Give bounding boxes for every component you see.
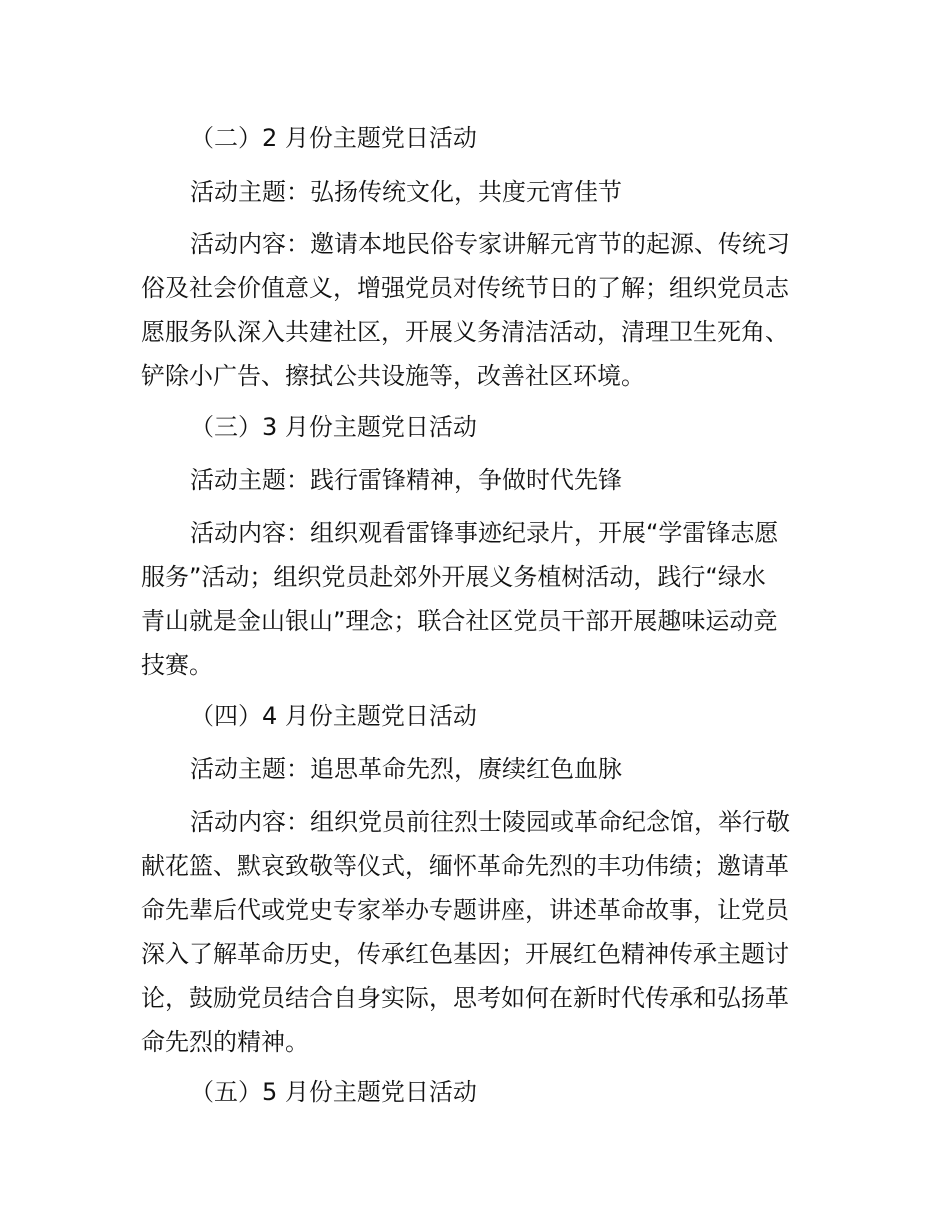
- content-line: 活动内容：邀请本地民俗专家讲解元宵节的起源、传统习: [190, 230, 790, 258]
- section-theme-march: 活动主题：践行雷锋精神，争做时代先锋: [190, 466, 622, 494]
- content-line: 愿服务队深入共建社区，开展义务清洁活动，清理卫生死角、: [141, 318, 789, 346]
- section-heading-april: （四）4 月份主题党日活动: [190, 702, 477, 730]
- content-line: 服务”活动；组织党员赴郊外开展义务植树活动，践行“绿水: [141, 563, 766, 591]
- content-line: 活动内容：组织党员前往烈士陵园或革命纪念馆，举行敬: [190, 808, 790, 836]
- section-heading-may: （五）5 月份主题党日活动: [190, 1078, 477, 1106]
- content-line: 命先辈后代或党史专家举办专题讲座，讲述革命故事，让党员: [141, 896, 789, 924]
- section-heading-march: （三）3 月份主题党日活动: [190, 413, 477, 441]
- section-theme-february: 活动主题：弘扬传统文化，共度元宵佳节: [190, 178, 622, 206]
- content-line: 青山就是金山银山”理念；联合社区党员干部开展趣味运动竞: [141, 607, 778, 635]
- content-line: 技赛。: [141, 651, 213, 679]
- section-heading-february: （二）2 月份主题党日活动: [190, 124, 477, 152]
- content-line: 献花篮、默哀致敬等仪式，缅怀革命先烈的丰功伟绩；邀请革: [141, 852, 789, 880]
- content-line: 活动内容：组织观看雷锋事迹纪录片，开展“学雷锋志愿: [190, 519, 779, 547]
- content-line: 命先烈的精神。: [141, 1028, 309, 1056]
- content-line: 俗及社会价值意义，增强党员对传统节日的了解；组织党员志: [141, 274, 789, 302]
- section-theme-april: 活动主题：追思革命先烈，赓续红色血脉: [190, 755, 622, 783]
- content-line: 铲除小广告、擦拭公共设施等，改善社区环境。: [141, 362, 645, 390]
- content-line: 深入了解革命历史，传承红色基因；开展红色精神传承主题讨: [141, 940, 789, 968]
- content-line: 论，鼓励党员结合自身实际，思考如何在新时代传承和弘扬革: [141, 984, 789, 1012]
